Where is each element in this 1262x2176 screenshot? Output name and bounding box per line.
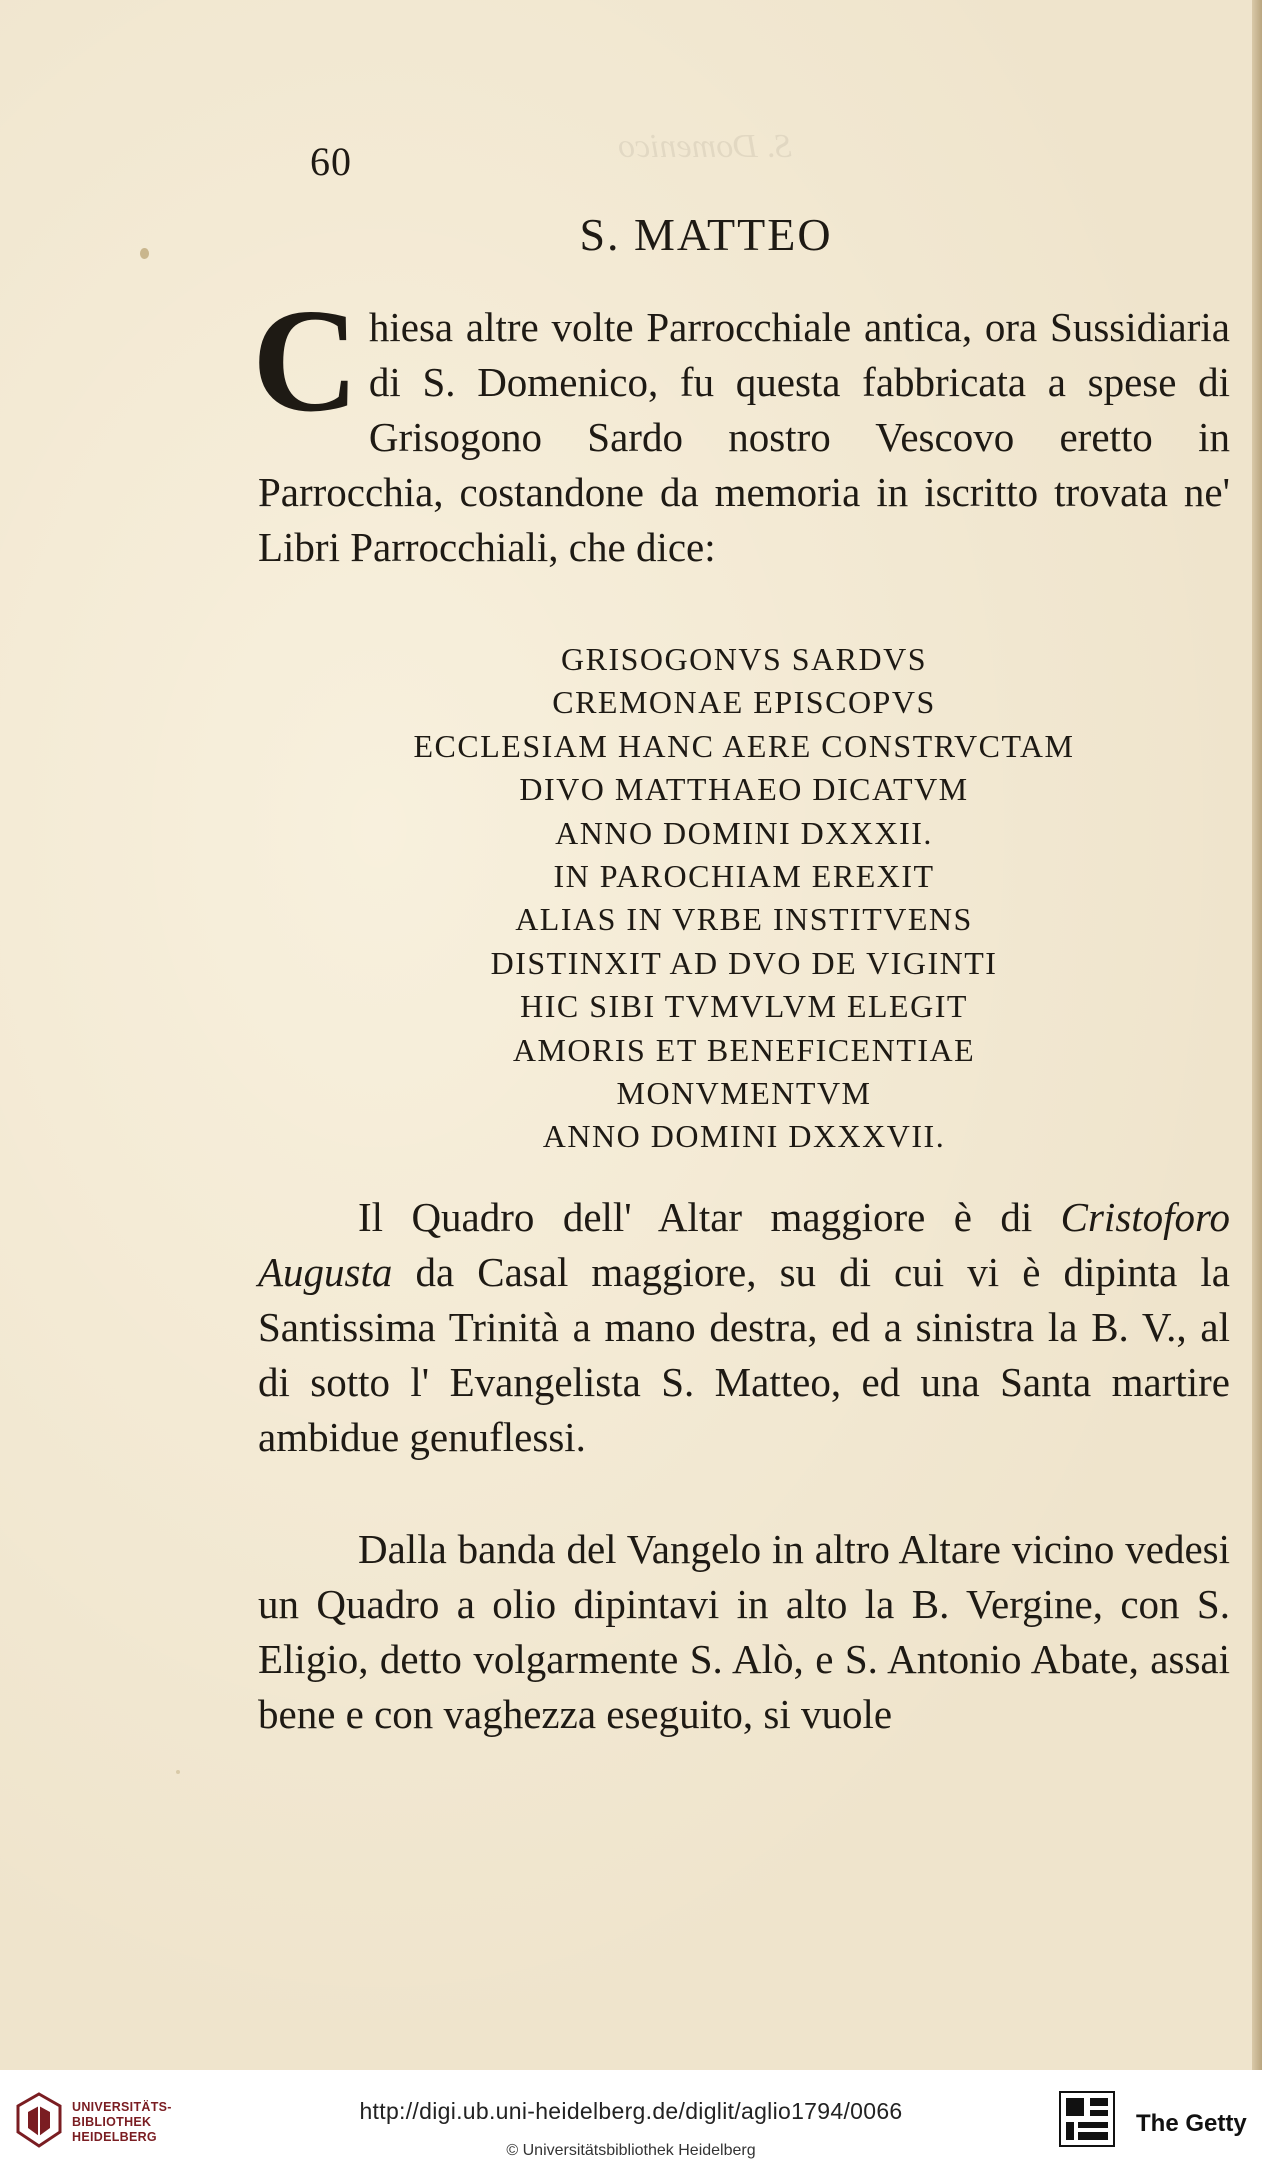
getty-label: The Getty bbox=[1136, 2110, 1247, 2137]
copyright-notice: © Universitätsbibliothek Heidelberg bbox=[506, 2142, 756, 2159]
inscription-line: IN PAROCHIAM EREXIT bbox=[553, 858, 935, 895]
inscription-line: ANNO DOMINI DXXXII. bbox=[555, 814, 933, 851]
library-name-line: BIBLIOTHEK bbox=[72, 2115, 152, 2129]
inscription-line: ALIAS IN VRBE INSTITVENS bbox=[515, 901, 973, 938]
permalink-url[interactable]: http://digi.ub.uni-heidelberg.de/diglit/aglio1794/0066 bbox=[359, 2098, 903, 2124]
altar-text-end: da Casal maggiore, su di cui vi è dipinta la Santissima Trinità a mano destra, ed a sinistra la B. V., al di sotto l' Evangelista S. Matteo, ed una Santa martire ambidue genuflessi. bbox=[258, 1249, 1230, 1460]
altar-paragraph bbox=[258, 1190, 1230, 1465]
inscription-line: ANNO DOMINI DXXXVII. bbox=[542, 1118, 946, 1155]
digitization-footer bbox=[0, 2070, 1262, 2176]
intro-paragraph bbox=[252, 279, 1230, 575]
page-spine-edge bbox=[1252, 0, 1262, 2070]
intro-text: hiesa altre volte Parrocchiale antica, ora Sussidiaria di S. Domenico, fu questa fabbricata a spese di Grisogono Sardo nostro Vescovo eretto in Parrocchia, costandone da memoria in iscritto trovata ne' Libri Parrocchiali, che dice: bbox=[258, 304, 1230, 570]
drop-cap: C bbox=[252, 279, 359, 443]
inscription-line: DIVO MATTHAEO DICATVM bbox=[519, 771, 969, 808]
inscription-line: AMORIS ET BENEFICENTIAE bbox=[512, 1031, 976, 1068]
painter-name: Cristoforo Augusta bbox=[258, 1194, 1230, 1295]
gospel-side-paragraph: Dalla banda del Vangelo in altro Altare vicino vedesi un Quadro a olio dipintavi in alto la B. Vergine, con S. Eligio, detto volgarmente S. Alò, e S. Antonio Abate, assai bene e con vaghezza eseguito, si vuole bbox=[258, 1526, 1230, 1737]
library-name-line: UNIVERSITÄTS- bbox=[72, 2100, 172, 2114]
latin-inscription bbox=[258, 638, 1230, 1159]
altar-text-start: Il Quadro dell' Altar maggiore è di bbox=[358, 1194, 1061, 1240]
section-title: S. MATTEO bbox=[579, 209, 833, 260]
inscription-line: GRISOGONVS SARDVS bbox=[560, 641, 927, 677]
foxing-spot bbox=[176, 1770, 180, 1774]
library-name-line: HEIDELBERG bbox=[72, 2130, 157, 2144]
inscription-line: CREMONAE EPISCOPVS bbox=[552, 684, 936, 721]
inscription-line: ECCLESIAM HANC AERE CONSTRVCTAM bbox=[413, 727, 1075, 764]
inscription-line: DISTINXIT AD DVO DE VIGINTI bbox=[490, 944, 998, 981]
page-number: 60 bbox=[310, 139, 352, 184]
getty-logo-icon bbox=[1058, 2090, 1116, 2148]
inscription-line: MONVMENTVM bbox=[616, 1075, 872, 1112]
bleed-through-header: S. Domenico bbox=[618, 128, 792, 165]
inscription-line: HIC SIBI TVMVLVM ELEGIT bbox=[520, 988, 968, 1025]
